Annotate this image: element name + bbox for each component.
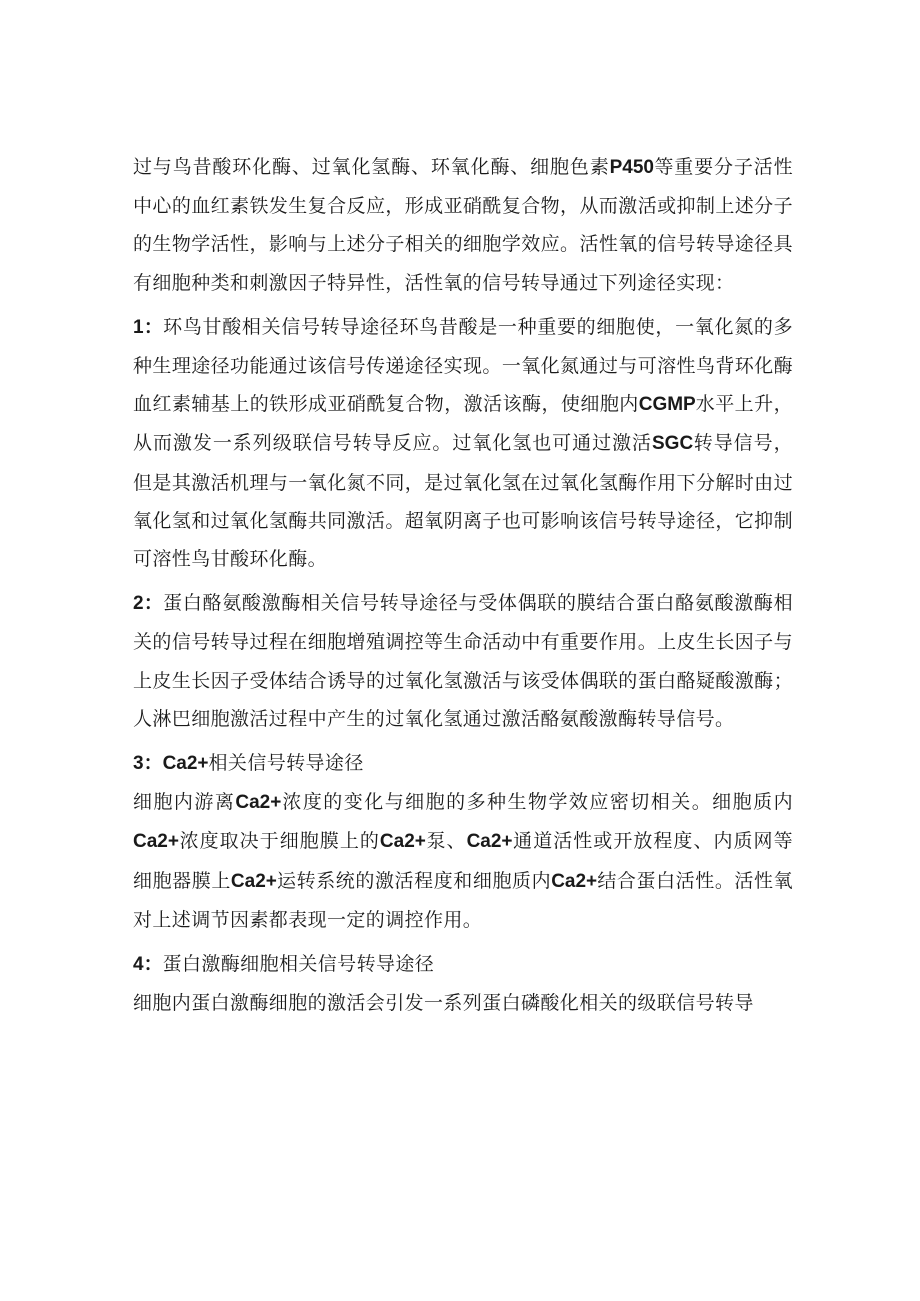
term-ca2: Ca2+ xyxy=(133,831,179,853)
item-number: 3： xyxy=(133,753,163,775)
heading-text: 相关信号转导途径 xyxy=(208,752,364,775)
text-run: 环鸟甘酸相关信号转导途径环鸟昔酸是一种重要的细胞使，一氧化氮的多种生理途径功能通过该信号传递途径实现。一氧化氮通过与可溶性鸟背环化酶血红素辅基上的铁形成亚硝酰复合物，激活该酶，使细胞内 xyxy=(133,315,793,416)
text-run: 泵、 xyxy=(425,830,467,853)
text-run: 运转系统的激活程度和细胞质内 xyxy=(276,869,552,892)
term-ca2: Ca2+ xyxy=(235,792,282,814)
text-run: 等重要分子活性中心的血红素铁发生复合反应，形成亚硝酰复合物，从而激活或抑制上述分子的生物学活性，影响与上述分子相关的细胞学效应。活性氧的信号转导途径具有细胞种类和刺激因子特异性，活性氧的信号转导通过下列途径实现： xyxy=(133,156,793,294)
item-number: 4： xyxy=(133,954,163,976)
term-ca2: Ca2+ xyxy=(551,870,598,892)
paragraph-cgmp-pathway xyxy=(133,308,793,578)
paragraph-protein-kinase-pathway xyxy=(133,984,793,1022)
term-ca2: Ca2+ xyxy=(466,831,513,853)
paragraph-reactive-oxygen-targets xyxy=(133,148,793,302)
heading-protein-kinase-pathway xyxy=(133,945,793,984)
heading-ca2-pathway xyxy=(133,744,793,783)
text-run: 过与鸟昔酸环化酶、过氧化氢酶、环氧化酶、细胞色素 xyxy=(133,156,610,178)
term-p450: P450 xyxy=(609,157,654,178)
text-run: 细胞内蛋白激酶细胞的激活会引发一系列蛋白磷酸化相关的级联信号转导 xyxy=(133,992,754,1015)
item-number: 1： xyxy=(133,316,164,338)
paragraph-ca2-pathway xyxy=(133,783,793,939)
text-run: 蛋白酪氨酸激酶相关信号转导途径与受体偶联的膜结合蛋白酪氨酸激酶相关的信号转导过程在细胞增殖调控等生命活动中有重要作用。上皮生长因子与上皮生长因子受体结合诱导的过氧化氢激活与该受体偶联的蛋白酪疑酸激酶；人淋巴细胞激活过程中产生的过氧化氢通过激活酪氨酸激酶转导信号。 xyxy=(133,592,793,730)
term-ca2: Ca2+ xyxy=(230,870,277,892)
text-run: 细胞内游离 xyxy=(133,791,236,814)
term-sgc: SGC xyxy=(652,433,694,455)
text-run: 浓度的变化与细胞的多种生物学效应密切相关。细胞质内 xyxy=(281,791,793,814)
document-page xyxy=(133,148,793,1028)
item-number: 2： xyxy=(133,593,164,615)
text-run: 结合蛋白活性。活性氧对上述调节因素都表现一定的调控作用。 xyxy=(133,869,793,931)
term-cgmp: CGMP xyxy=(638,394,696,416)
text-run: 通道活性或开放程度、内质网等细胞器膜上 xyxy=(133,830,793,892)
heading-text: 蛋白激酶细胞相关信号转导途径 xyxy=(162,953,435,976)
text-run: 水平上升，从而激发一系列级联信号转导反应。过氧化氢也可通过激活 xyxy=(133,393,793,455)
text-run: 浓度取决于细胞膜上的 xyxy=(178,830,380,853)
text-run: 转导信号，但是其激活机理与一氧化氮不同，是过氧化氢在过氧化氢酶作用下分解时由过氧化氢和过氧化氢酶共同激活。超氧阴离子也可影响该信号转导途径，它抑制可溶性鸟甘酸环化酶。 xyxy=(133,432,793,571)
term-ca2: Ca2+ xyxy=(379,831,426,853)
paragraph-tyrosine-kinase-pathway xyxy=(133,584,793,738)
term-ca2: Ca2+ xyxy=(162,753,209,775)
